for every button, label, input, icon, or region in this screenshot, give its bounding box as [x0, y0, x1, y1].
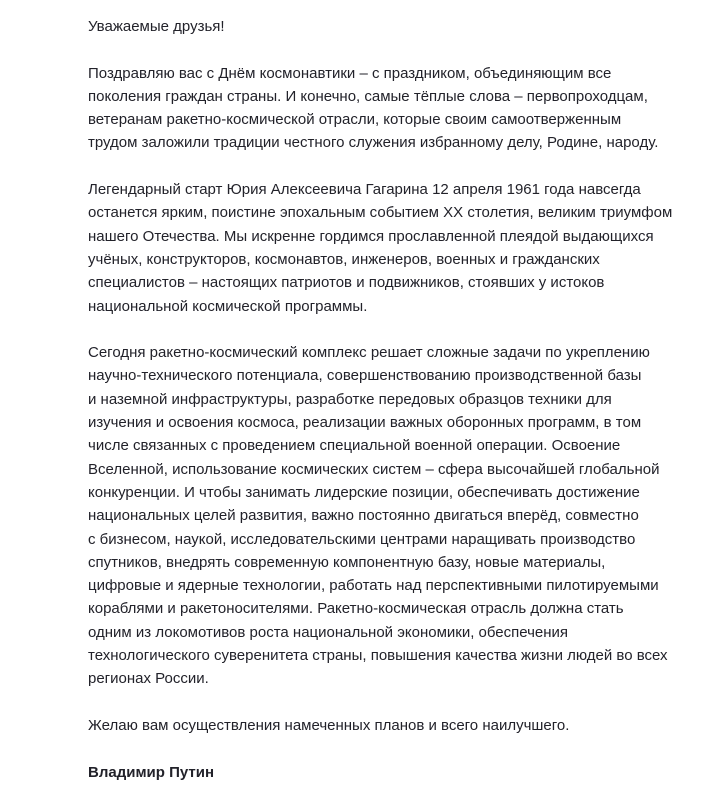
text-line: Вселенной, использование космических систем – сфера высочайшей глобальной [88, 460, 660, 478]
text-line: поколения граждан страны. И конечно, самые тёплые слова – первопроходцам, [88, 87, 648, 105]
text-line: останется ярким, поистине эпохальным событием XX столетия, великим триумфом [88, 204, 673, 222]
text-line: нашего Отечества. Мы искренне гордимся прославленной плеядой выдающихся [88, 227, 654, 245]
text-line: ветеранам ракетно-космической отрасли, которые своим самоотверженным [88, 111, 622, 129]
text-line: Сегодня ракетно-космический комплекс решает сложные задачи по укреплению [88, 344, 650, 362]
text-line: национальных целей развития, важно постоянно двигаться вперёд, совместно [88, 507, 639, 525]
text-line: регионах России. [88, 670, 209, 688]
text-line: с бизнесом, наукой, исследовательскими центрами наращивать производство [88, 530, 636, 548]
paragraph-congratulations [88, 62, 678, 155]
letter-body [88, 15, 678, 784]
text-line: специалистов – настоящих патриотов и подвижников, стоявших у истоков [88, 274, 605, 292]
text-line: спутников, внедрять современную компонентную базу, новые материалы, [88, 553, 606, 571]
text-line: трудом заложили традиции честного служения избранному делу, Родине, народу. [88, 134, 659, 152]
text-line: Легендарный старт Юрия Алексеевича Гагарина 12 апреля 1961 года навсегда [88, 181, 641, 199]
text-line: Желаю вам осуществления намеченных планов и всего наилучшего. [88, 716, 570, 734]
paragraph-wishes [88, 714, 678, 737]
text-line: технологического суверенитета страны, повышения качества жизни людей во всех [88, 647, 668, 665]
text-line: числе связанных с проведением специальной военной операции. Освоение [88, 437, 621, 455]
text-line: научно-технического потенциала, совершенствованию производственной базы [88, 367, 642, 385]
paragraph-gap [88, 737, 678, 760]
text-line: Поздравляю вас с Днём космонавтики – с праздником, объединяющим все [88, 64, 612, 82]
text-line: учёных, конструкторов, космонавтов, инженеров, военных и гражданских [88, 250, 600, 268]
paragraph-gap [88, 691, 678, 714]
signature: Владимир Путин [88, 763, 215, 781]
paragraph-gap [88, 38, 678, 61]
text-line: национальной космической программы. [88, 297, 368, 315]
text-line: конкуренции. И чтобы занимать лидерские позиции, обеспечивать достижение [88, 483, 640, 501]
text-line: изучения и освоения космоса, реализации важных оборонных программ, в том [88, 414, 642, 432]
text-line: одним из локомотивов роста национальной экономики, обеспечения [88, 623, 569, 641]
greeting: Уважаемые друзья! [88, 18, 225, 35]
paragraph-gap [88, 318, 678, 341]
paragraph-gap [88, 155, 678, 178]
paragraph-gagarin [88, 178, 678, 318]
paragraph-space-industry [88, 341, 678, 690]
text-line: цифровые и ядерные технологии, работать над перспективными пилотируемыми [88, 577, 659, 595]
text-line: и наземной инфраструктуры, разработке передовых образцов техники для [88, 390, 612, 408]
text-line: кораблями и ракетоносителями. Ракетно-космическая отрасль должна стать [88, 600, 624, 618]
